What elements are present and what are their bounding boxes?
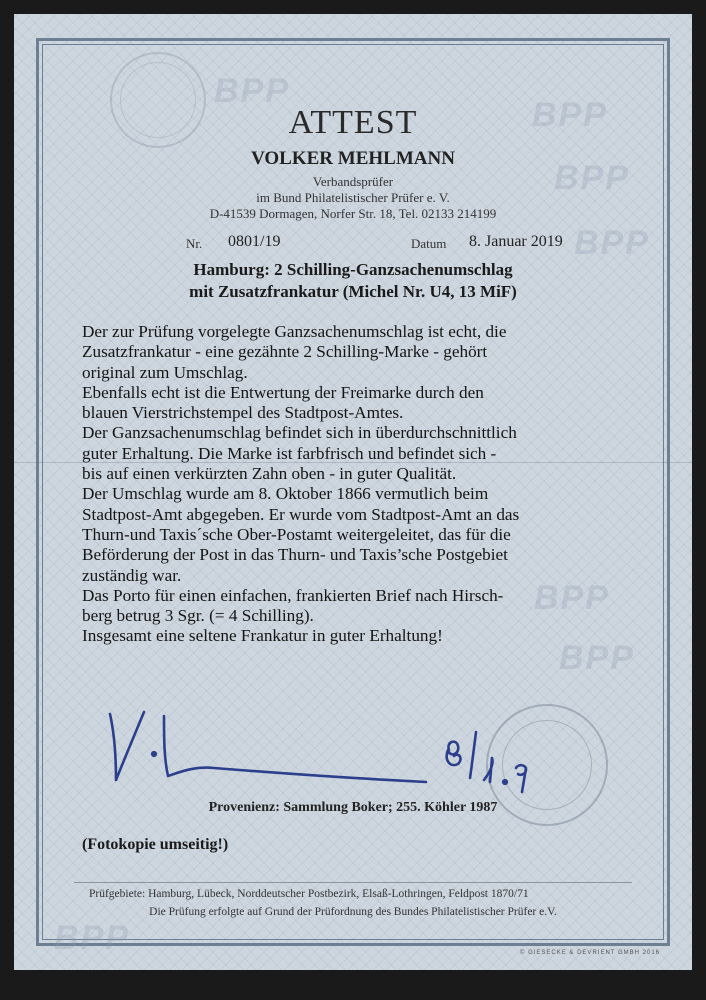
body-line: Ebenfalls echt ist die Entwertung der Freimarke durch den	[82, 382, 484, 402]
body-line: original zum Umschlag.	[82, 362, 248, 382]
examination-rules-note: Die Prüfung erfolgte auf Grund der Prüfordnung des Bundes Philatelistischer Prüfer e.V.	[149, 906, 557, 918]
examiner-association: im Bund Philatelistischer Prüfer e. V.	[256, 190, 450, 205]
certificate-body	[82, 322, 642, 647]
body-line: guter Erhaltung. Die Marke ist farbfrisch und befindet sich -	[82, 443, 497, 463]
body-line: Stadtpost-Amt abgegeben. Er wurde vom Stadtpost-Amt an das	[82, 504, 520, 524]
body-line: Der Ganzsachenumschlag befindet sich in überdurchschnittlich	[82, 423, 517, 443]
body-line: Insgesamt eine seltene Frankatur in guter Erhaltung!	[82, 626, 443, 646]
body-line: zuständig war.	[82, 565, 182, 585]
bpp-watermark: BPP	[532, 96, 608, 134]
bpp-watermark: BPP	[574, 224, 650, 262]
certificate-date: 8. Januar 2019	[469, 233, 563, 250]
body-line: blauen Vierstrichstempel des Stadtpost-Amtes.	[82, 403, 404, 423]
date-label: Datum	[411, 236, 447, 251]
examiner-address: D-41539 Dormagen, Norfer Str. 18, Tel. 02133 214199	[209, 206, 497, 221]
bpp-watermark: BPP	[214, 72, 290, 110]
subject-line: Hamburg: 2 Schilling-Ganzsachenumschlag	[193, 260, 513, 279]
examiner-role: Verbandsprüfer	[312, 174, 394, 189]
certificate-content	[14, 14, 692, 970]
body-line: Zusatzfrankatur - eine gezähnte 2 Schilling-Marke - gehört	[82, 342, 488, 362]
footer-divider	[74, 882, 632, 883]
examination-areas: Prüfgebiete: Hamburg, Lübeck, Norddeutscher Postbezirk, Elsaß-Lothringen, Feldpost 1870/71	[89, 888, 529, 900]
body-line: Das Porto für einen einfachen, frankierten Brief nach Hirsch-	[82, 585, 504, 605]
certificate-title: ATTEST	[288, 104, 418, 141]
body-line: Beförderung der Post in das Thurn- und Taxis’sche Postgebiet	[82, 545, 508, 565]
bpp-watermark: BPP	[554, 159, 630, 197]
certificate-number: 0801/19	[228, 233, 281, 250]
examiner-name: VOLKER MEHLMANN	[251, 148, 455, 169]
bpp-watermark: BPP	[534, 579, 610, 617]
number-label: Nr.	[186, 236, 203, 251]
photocopy-note: (Fotokopie umseitig!)	[82, 836, 229, 853]
provenance-line: Provenienz: Sammlung Boker; 255. Köhler 1987	[208, 800, 498, 815]
bpp-watermark: BPP	[54, 919, 130, 957]
certificate-sheet	[14, 14, 692, 970]
body-line: bis auf einen verkürzten Zahn oben - in guter Qualität.	[82, 464, 457, 484]
subject-line: mit Zusatzfrankatur (Michel Nr. U4, 13 MiF)	[189, 282, 517, 301]
bpp-watermark: BPP	[559, 639, 635, 677]
body-line: Der zur Prüfung vorgelegte Ganzsachenumschlag ist echt, die	[82, 322, 507, 341]
handwritten-signature	[94, 702, 614, 802]
printer-copyright: © GIESECKE & DEVRIENT GMBH 2016	[520, 950, 661, 956]
body-line: berg betrug 3 Sgr. (= 4 Schilling).	[82, 606, 314, 626]
body-line: Thurn-und Taxis´sche Ober-Postamt weitergeleitet, das für die	[82, 524, 511, 544]
body-line: Der Umschlag wurde am 8. Oktober 1866 vermutlich beim	[82, 484, 489, 504]
